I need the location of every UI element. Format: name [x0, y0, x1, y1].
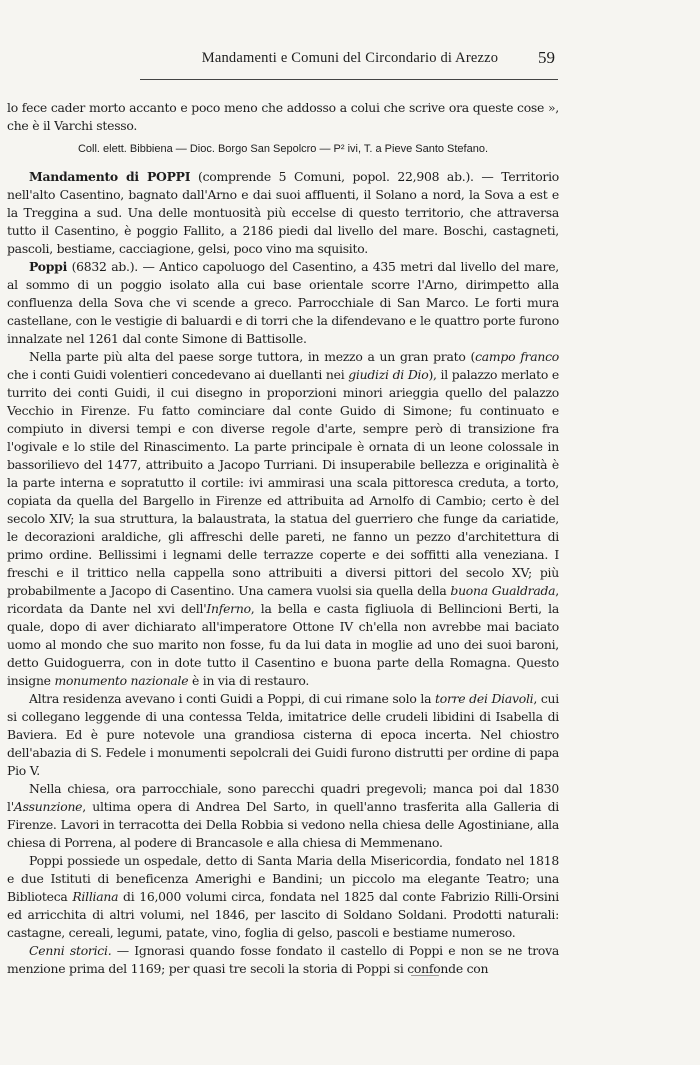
paragraph-istituti — [7, 852, 559, 942]
italic-run: torre dei Diavoli — [435, 691, 534, 706]
paragraph-residenza — [7, 690, 559, 780]
text-run: , ricordata da Dante nel xvi dell' — [7, 583, 559, 616]
text-run: Nella parte più alta del paese sorge tuttora, in mezzo a un gran prato ( — [29, 349, 476, 364]
italic-run: Cenni storici. — [29, 943, 112, 958]
paragraph-text: (comprende 5 Comuni, popol. 22,908 ab.). — Territorio nell'alto Casentino, bagnato dall'Arno e dai suoi affluenti, il Solano a nord, la Sova a est e la Treggina a sud. Una delle montuosità più eccelse di questo territorio, che attraversa tutto il Casentino, è poggio Fallito, a 2186 piedi dal livello del mare. Boschi, castagneti, pascoli, bestiame, cacciagione, gelsi, poco vino ma squisito. — [7, 169, 560, 256]
italic-run: buona Gualdrada — [450, 583, 556, 598]
continued-paragraph: lo fece cader morto accanto e poco meno che addosso a colui che scrive ora queste cose », che è il Varchi stesso. — [7, 100, 559, 133]
running-header — [0, 50, 700, 74]
paragraph-cenni-storici — [7, 942, 559, 978]
page-number: 59 — [538, 48, 555, 67]
italic-run: Assunzione — [13, 799, 83, 814]
electoral-note: Coll. elett. Bibbiena — Dioc. Borgo San Sepolcro — P² ivi, T. a Pieve Santo Stefano. — [77, 143, 489, 155]
place-heading-poppi: Poppi — [29, 259, 68, 274]
text-run: , cui si collegano leggende di una contessa Telda, imitatrice delle crudeli libidini di Isabella di Baviera. Ed è pure notevole una grandiosa cisterna di epoca incerta. Nel chiostro dell'abazia di S. Fedele i monumenti sepolcrali dei Guidi furono distrutti per ordine di papa Pio V. — [7, 691, 559, 778]
bottom-mark — [411, 975, 439, 976]
text-run: — Ignorasi quando fosse fondato il castello di Poppi e non se ne trova menzione prima del 1169; per quasi tre secoli la storia di Poppi si confonde con — [7, 943, 560, 976]
italic-run: monumento nazionale — [54, 673, 189, 688]
italic-run: Rilliana — [72, 889, 119, 904]
italic-run: Inferno — [206, 601, 251, 616]
paragraph-text: (6832 ab.). — Antico capoluogo del Casentino, a 435 metri dal livello del mare, al sommo di un poggio isolato alla cui base orientale scorre l'Arno, dirimpetto alla confluenza della Sova che vi scende a greco. Parrocchiale di San Marco. Le forti mura castellane, con le vestigie di baluardi e di torri che la difendevano e le quattro porte furono innalzate nel 1261 dal conte Simone di Battisolle. — [7, 259, 559, 346]
page-body — [7, 99, 559, 978]
italic-run: giudizi di Dio — [348, 367, 429, 382]
paragraph-poppi — [7, 258, 559, 348]
text-run: di 16,000 volumi circa, fondata nel 1825 dal conte Fabrizio Rilli-Orsini ed arricchita di altri volumi, nel 1846, per lascito di Soldano Soldani. Prodotti naturali: castagne, cereali, legumi, patate, vino, foglia di gelso, pascoli e bestiame numeroso. — [7, 889, 559, 940]
text-run: è in via di restauro. — [188, 673, 310, 688]
paragraph-palazzo — [7, 348, 559, 690]
text-run: Poppi possiede un ospedale, detto di Santa Maria della Misericordia, fondato nel 1818 e due Istituti di beneficenza Amerighi e Bandini; un piccolo ma elegante Teatro; una Biblioteca — [7, 853, 559, 904]
running-title: Mandamenti e Comuni del Circondario di Arezzo — [201, 50, 499, 66]
section-heading-poppi: Mandamento di POPPI — [29, 169, 191, 184]
text-run: , la bella e casta figliuola di Bellincioni Berti, la quale, dopo di aver dichiarato all'imperatore Ottone IV ch'ella non avrebbe mai baciato uomo al mondo che suo marito non fosse, fu da lui data in moglie ad uno dei suoi baroni, detto Guidoguerra, con in dote tutto il Casentino e buona parte della Romagna. Questo insigne — [7, 601, 559, 688]
text-run: Altra residenza avevano i conti Guidi a Poppi, di cui rimane solo la — [29, 691, 436, 706]
text-run: ), il palazzo merlato e turrito dei conti Guidi, il cui disegno in proporzioni minori arieggia quello del palazzo Vecchio in Firenze. Fu fatto cominciare dal conte Guido di Simone; fu continuato e compiuto in diversi tempi e con diverse regole d'arte, sempre però di transizione fra l'ogivale e lo stile del Rinascimento. La parte principale è ornata di un leone colossale in bassorilievo del 1477, attribuito a Jacopo Turriani. Di insuperabile bellezza e originalità è la parte interna e sopratutto il cortile: ivi ammirasi una scala pittoresca creduta, a torto, copiata da quella del Bargello in Firenze ed attribuita ad Arnolfo di Cambio; certo è del secolo XIV; la sua struttura, la balaustrata, la statua del guerriero che funge da cariatide, le decorazioni araldiche, gli affreschi delle pareti, ne fanno un pezzo d'architettura di primo ordine. Bellissimi i legnami delle terrazze coperte e dei soffitti alla veneziana. I freschi e il trittico nella cappella sono attribuiti a diversi pittori del secolo XV; più probabilmente a Jacopo di Casentino. Una camera vuolsi sia quella della — [7, 367, 560, 598]
text-run: che i conti Guidi volentieri concedevano ai duellanti nei — [7, 367, 349, 382]
text-run: , ultima opera di Andrea Del Sarto, in quell'anno trasferita alla Galleria di Firenze. Lavori in terracotta dei Della Robbia si vedono nella chiesa delle Agostiniane, alla chiesa di Porrena, al podere di Brancasole e alla chiesa di Memmenano. — [7, 799, 559, 850]
text-run: Nella chiesa, ora parrocchiale, sono parecchi quadri pregevoli; manca poi dal 1830 l' — [7, 781, 559, 814]
header-rule — [140, 79, 558, 80]
paragraph-mandamento — [7, 168, 559, 258]
italic-run: campo franco — [475, 349, 559, 364]
paragraph-chiesa — [7, 780, 559, 852]
